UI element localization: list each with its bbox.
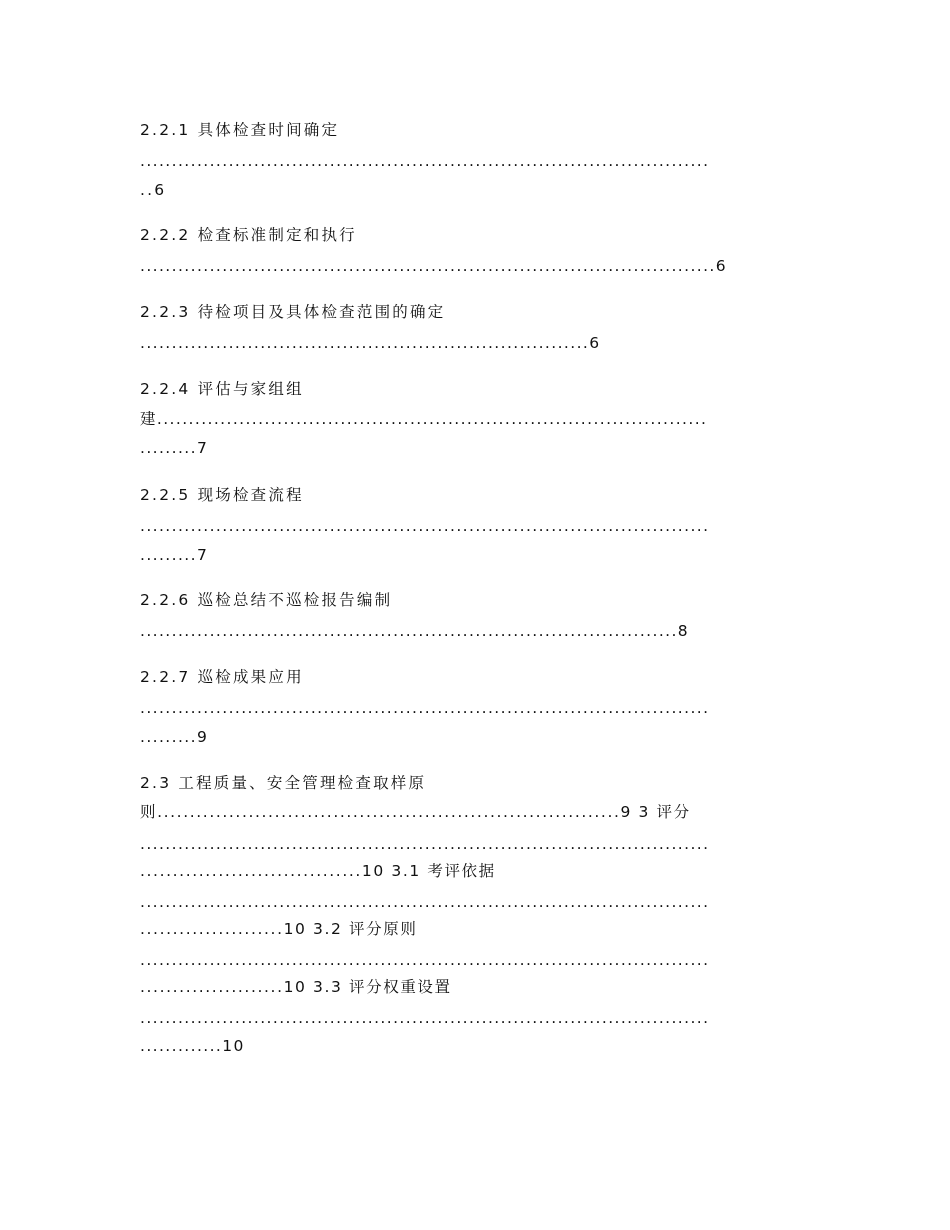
- toc-page-number: .........7: [140, 439, 209, 457]
- toc-page-number-and-heading-3-1: ..................................10 3.1 考评依据: [140, 862, 496, 880]
- toc-heading-2-2-2: 2.2.2 检查标准制定和执行: [140, 226, 357, 244]
- toc-leader-dots: ..........................................................................................: [140, 152, 710, 170]
- toc-heading-2-2-6: 2.2.6 巡检总结不巡检报告编制: [140, 591, 393, 609]
- toc-leader-dots: ..........................................................................................: [140, 951, 710, 969]
- toc-leader-dots: ..........................................................................................: [140, 835, 710, 853]
- toc-heading-2-2-3: 2.2.3 待检项目及具体检查范围的确定: [140, 303, 446, 321]
- toc-leader-dots-with-page: .......................................................................6: [140, 334, 601, 352]
- toc-heading-2-2-4: 2.2.4 评估与家组组: [140, 380, 304, 398]
- toc-heading-2-2-7: 2.2.7 巡检成果应用: [140, 668, 304, 686]
- toc-page-number: ..6: [140, 181, 167, 199]
- toc-heading-2-2-1: 2.2.1 具体检查时间确定: [140, 121, 340, 139]
- toc-leader-dots: ..........................................................................................: [140, 893, 710, 911]
- toc-heading-2-3: 2.3 工程质量、安全管理检查取样原: [140, 774, 427, 792]
- toc-heading-2-2-5: 2.2.5 现场检查流程: [140, 486, 304, 504]
- toc-page-number-and-heading-3-2: ......................10 3.2 评分原则: [140, 920, 418, 938]
- toc-page-number-and-heading-3-3: ......................10 3.3 评分权重设置: [140, 978, 452, 996]
- toc-page-number: .........9: [140, 728, 209, 746]
- toc-leader-dots: ..........................................................................................: [140, 517, 710, 535]
- toc-page-number: .........7: [140, 546, 209, 564]
- toc-leader-dots: ..........................................................................................: [140, 699, 710, 717]
- toc-heading-continuation: 建.......................................................................................: [140, 410, 708, 428]
- toc-page-number: .............10: [140, 1037, 245, 1055]
- toc-leader-dots: ..........................................................................................: [140, 1009, 710, 1027]
- toc-leader-dots-with-page: ...........................................................................................6: [140, 257, 728, 275]
- toc-heading-continuation: 则.......................................................................9 3 评分: [140, 803, 691, 821]
- toc-leader-dots-with-page: .....................................................................................8: [140, 622, 690, 640]
